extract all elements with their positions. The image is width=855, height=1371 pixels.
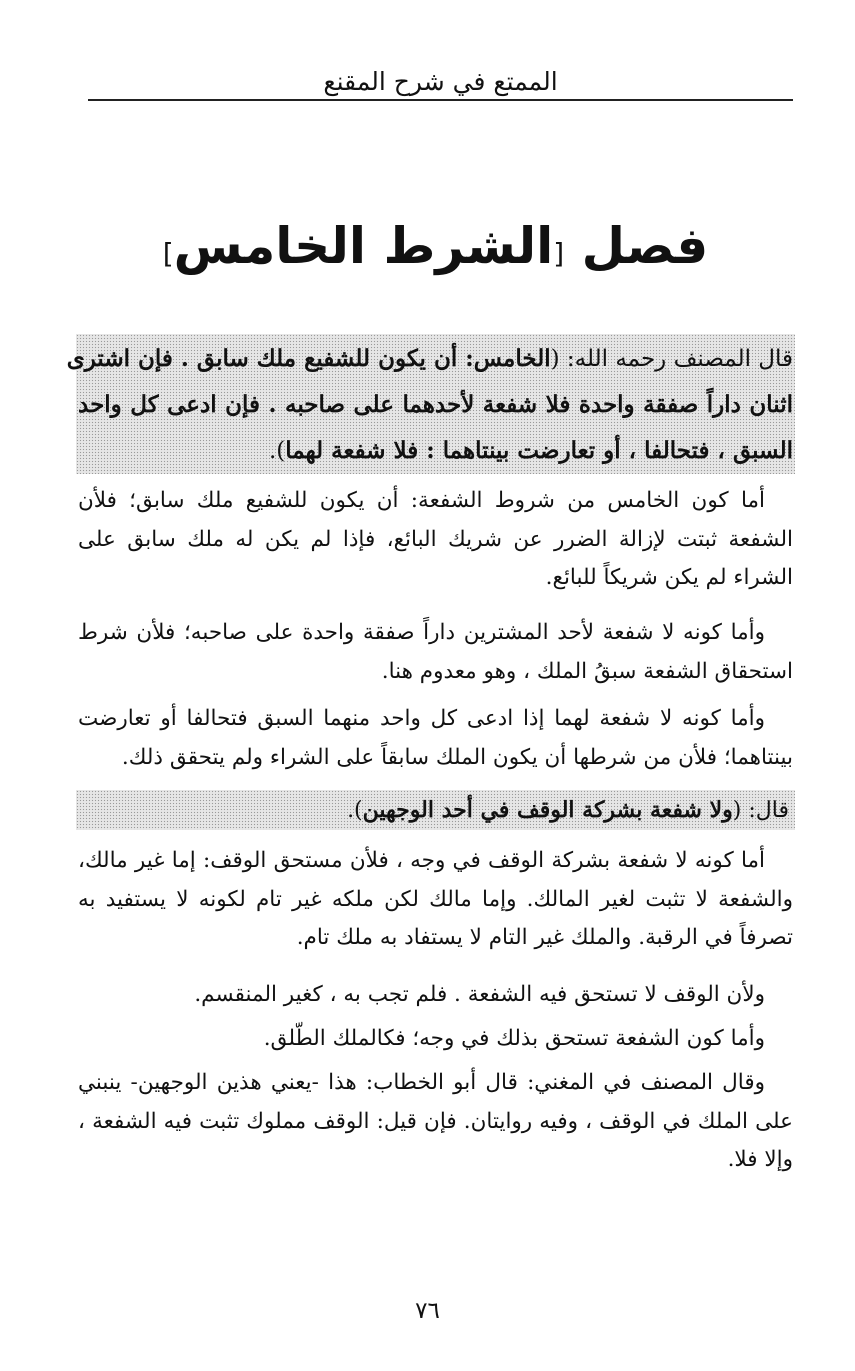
matn-quote-block-2: [76, 790, 795, 830]
quote-line-2: [76, 382, 795, 428]
page-number: ٧٦: [415, 1298, 440, 1324]
quote-bold-text-1: الخامس: أن يكون للشفيع ملك سابق . فإن اشترى: [66, 345, 551, 372]
quote-close: ).: [268, 438, 286, 464]
quote2-bold-text: ولا شفعة بشركة الوقف في أحد الوجهين: [362, 797, 733, 823]
commentary-paragraph-4: أما كونه لا شفعة بشركة الوقف في وجه ، فلأن مستحق الوقف: إما غير مالك، والشفعة لا تثبت لغير المالك. وإما مالك لكن ملكه غير تام لكونه لا يستفيد به تصرفاً في الرقبة. والملك غير التام لا يستفاد به ملك تام.: [78, 848, 793, 951]
running-header-title: الممتع في شرح المقنع: [323, 67, 558, 96]
matn-quote-block: [66, 334, 795, 474]
commentary-paragraph-5: ولأن الوقف لا تستحق فيه الشفعة . فلم تجب به ، كغير المنقسم.: [194, 982, 765, 1007]
commentary-paragraph-2: وأما كونه لا شفعة لأحد المشترين داراً صفقة واحدة على صاحبه؛ فلأن شرط استحقاق الشفعة سبقُ الملك ، وهو معدوم هنا.: [78, 620, 793, 684]
quote-line-3: [76, 428, 795, 474]
bracket-close: ]: [162, 237, 174, 270]
chapter-prefix: فصل: [581, 217, 709, 275]
quote2-close: ).: [347, 798, 363, 823]
quote-line-1: [66, 336, 795, 382]
commentary-paragraph-6: وأما كون الشفعة تستحق بذلك في وجه؛ فكالملك الطّلق.: [263, 1026, 765, 1051]
quote2-intro: قال: (: [732, 798, 789, 823]
commentary-paragraph-3: وأما كونه لا شفعة لهما إذا ادعى كل واحد منهما السبق فتحالفا أو تعارضت بينتاهما؛ فلأن من شرطها أن يكون الملك سابقاً على الشراء ولم يتحقق ذلك.: [78, 706, 793, 770]
commentary-paragraph-1: أما كون الخامس من شروط الشفعة: أن يكون للشفيع ملك سابق؛ فلأن الشفعة ثبتت لإزالة الضرر عن شريك البائع، فإذا لم يكن له ملك سابق على الشراء لم يكن شريكاً للبائع.: [78, 488, 793, 591]
chapter-heading: [78, 206, 793, 294]
bracket-open: [: [553, 237, 565, 270]
chapter-title-text: الشرط الخامس: [173, 217, 554, 275]
quote-bold-text-2: اثنان داراً صفقة واحدة فلا شفعة لأحدهما على صاحبه . فإن ادعى كل واحد: [78, 391, 793, 418]
commentary-paragraph-7: وقال المصنف في المغني: قال أبو الخطاب: هذا -يعني هذين الوجهين- ينبني على الملك في الوقف ، وفيه روايتان. فإن قيل: الوقف مملوك تثبت فيه الشفعة ، وإلا فلا.: [78, 1070, 793, 1173]
quote-intro: قال المصنف رحمه الله: (: [550, 346, 793, 372]
quote-bold-text-3: السبق ، فتحالفا ، أو تعارضت بينتاهما : فلا شفعة لهما: [285, 437, 793, 464]
header-divider: [88, 99, 793, 101]
